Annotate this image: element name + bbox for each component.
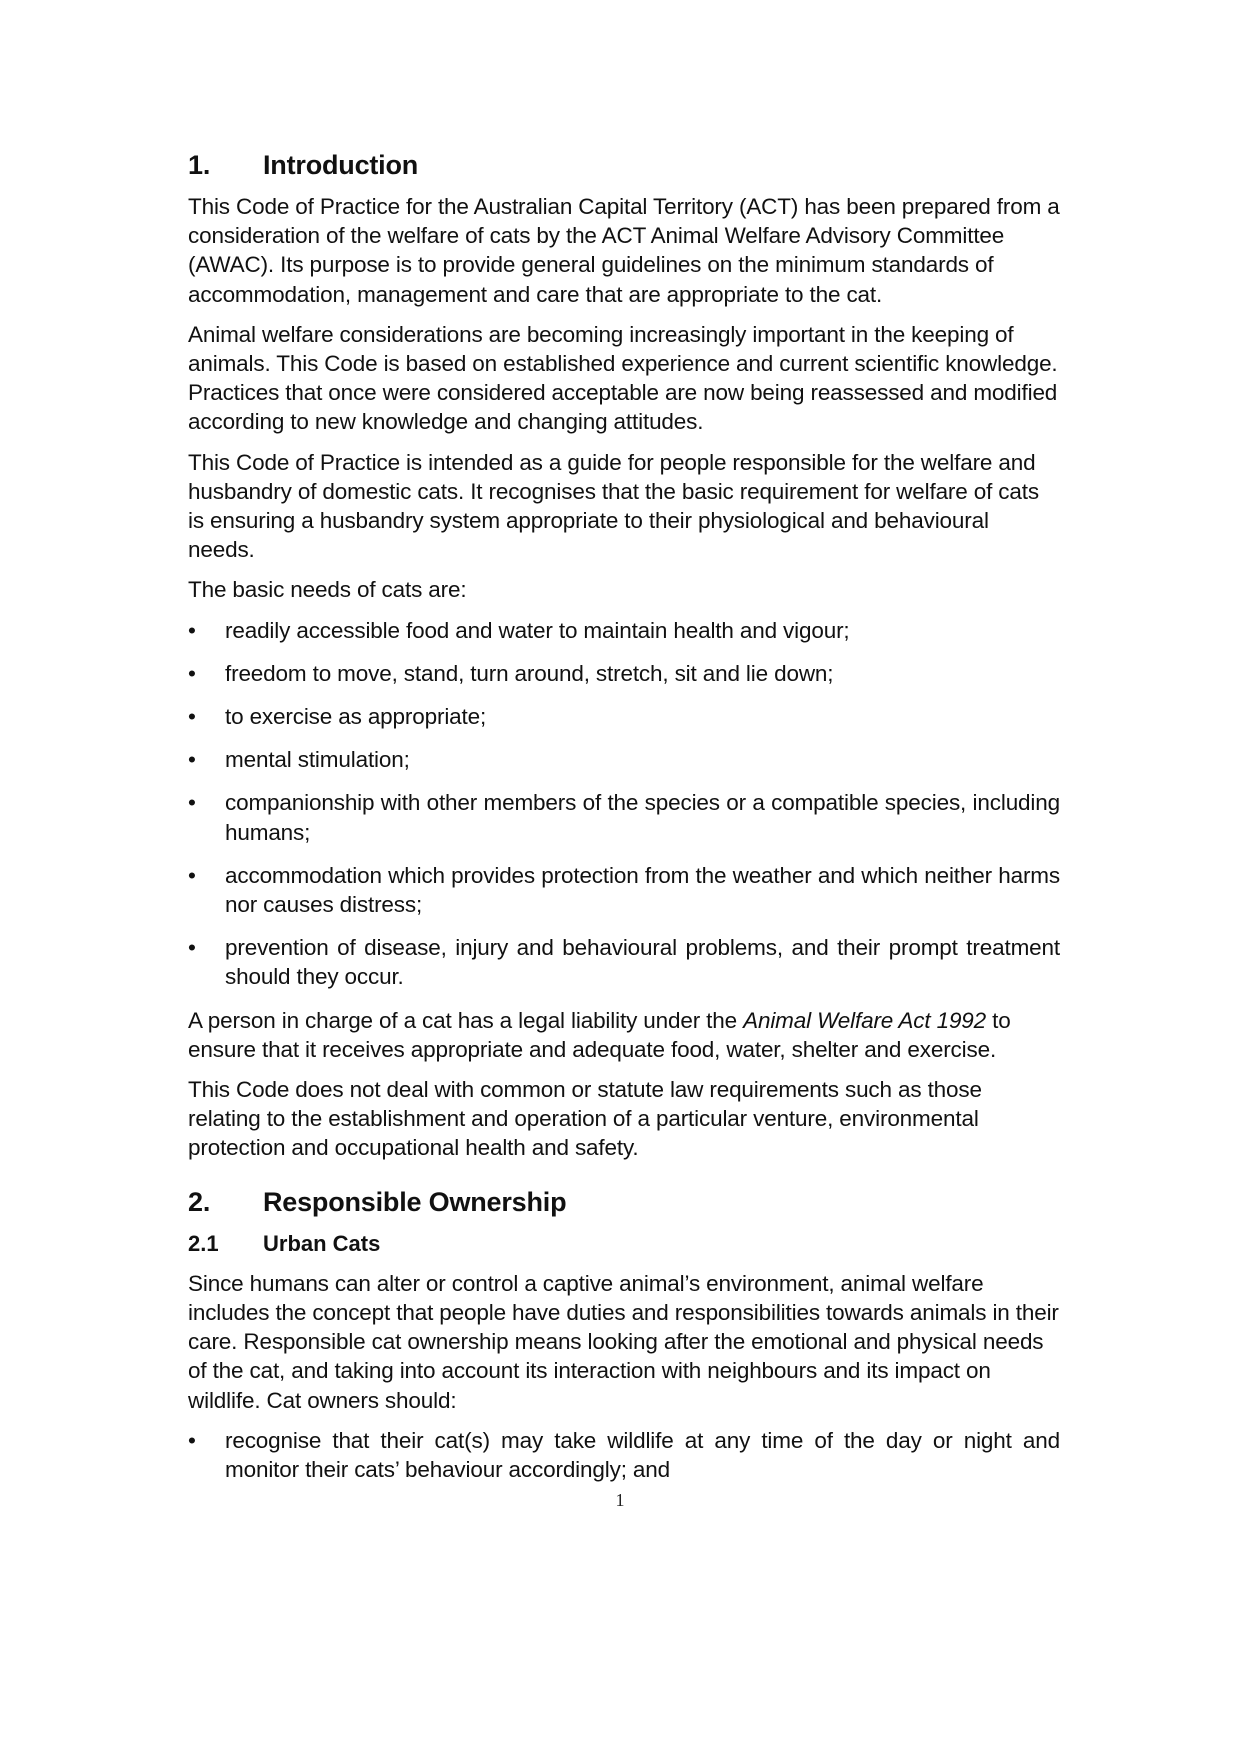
bullet-icon: •	[188, 790, 196, 816]
list-item-text: freedom to move, stand, turn around, stretch, sit and lie down;	[225, 660, 834, 686]
subsection-number: 2.1	[188, 1230, 219, 1256]
bullet-icon: •	[188, 935, 196, 961]
liability-paragraph	[188, 1006, 1060, 1064]
list-item-text: to exercise as appropriate;	[225, 704, 487, 730]
bullet-icon: •	[188, 862, 196, 888]
list-item-text: readily accessible food and water to maintain health and vigour;	[225, 617, 850, 643]
section-number: 1.	[188, 150, 211, 180]
liability-text-before: A person in charge of a cat has a legal liability under the	[188, 1007, 744, 1033]
intro-paragraph-1: This Code of Practice for the Australian Capital Territory (ACT) has been prepared from a consideration of the welfare of cats by the ACT Animal Welfare Advisory Committee (AWAC). Its purpose is to provide general guidelines on the minimum standards of accommodation, management and care that are appropriate to the cat.	[188, 194, 1060, 307]
section-number: 2.	[188, 1186, 211, 1217]
bullet-icon: •	[188, 617, 196, 643]
list-item-text: prevention of disease, injury and behavioural problems, and their prompt treatment should they occur.	[225, 935, 1060, 990]
urban-cats-paragraph: Since humans can alter or control a captive animal’s environment, animal welfare includes the concept that people have duties and responsibilities towards animals in their care. Responsible cat ownership means looking after the emotional and physical needs of the cat, and taking into account its interaction with neighbours and its impact on wildlife. Cat owners should:	[188, 1270, 1059, 1413]
list-item	[188, 933, 1060, 991]
section-title: Introduction	[263, 150, 419, 180]
bullet-icon: •	[188, 660, 196, 686]
list-item-text: accommodation which provides protection from the weather and which neither harms nor causes distress;	[225, 862, 1060, 918]
page-number: 1	[615, 1490, 625, 1510]
list-item-text: companionship with other members of the species or a compatible species, including humans;	[225, 790, 1060, 845]
bullet-icon: •	[188, 747, 196, 773]
bullet-icon: •	[188, 1427, 196, 1453]
section-heading-introduction	[188, 148, 1060, 182]
section-title: Responsible Ownership	[263, 1186, 567, 1217]
closing-paragraph: This Code does not deal with common or statute law requirements such as those relating to the establishment and operation of a particular venture, environmental protection and occupational health and safety.	[188, 1077, 982, 1161]
subsection-heading-urban-cats	[188, 1229, 1060, 1259]
basic-needs-lead: The basic needs of cats are:	[188, 577, 467, 603]
liability-text-after: to ensure that it receives appropriate and adequate food, water, shelter and exercise.	[188, 1007, 1011, 1062]
list-item	[188, 861, 1060, 919]
subsection-title: Urban Cats	[263, 1230, 381, 1256]
act-name: Animal Welfare Act 1992	[743, 1007, 987, 1033]
list-item	[188, 788, 1060, 846]
list-item-text: recognise that their cat(s) may take wildlife at any time of the day or night and monitor their cats’ behaviour accordingly; and	[225, 1427, 1060, 1482]
list-item-text: mental stimulation;	[225, 747, 410, 773]
list-item	[188, 659, 1060, 688]
list-item	[188, 745, 1060, 774]
bullet-icon: •	[188, 704, 196, 730]
basic-needs-list	[188, 616, 1060, 992]
document-page	[188, 148, 1060, 1498]
intro-paragraph-3: This Code of Practice is intended as a guide for people responsible for the welfare and husbandry of domestic cats. It recognises that the basic requirement for welfare of cats is ensuring a husbandry system appropriate to their physiological and behavioural needs.	[188, 449, 1039, 563]
list-item	[188, 702, 1060, 731]
list-item	[188, 616, 1060, 645]
section-heading-responsible-ownership	[188, 1185, 1060, 1219]
owner-duties-list	[188, 1426, 1060, 1484]
list-item	[188, 1426, 1060, 1484]
intro-paragraph-2: Animal welfare considerations are becoming increasingly important in the keeping of animals. This Code is based on established experience and current scientific knowledge. Practices that once were considered acceptable are now being reassessed and modified according to new knowledge and changing attitudes.	[188, 321, 1058, 435]
